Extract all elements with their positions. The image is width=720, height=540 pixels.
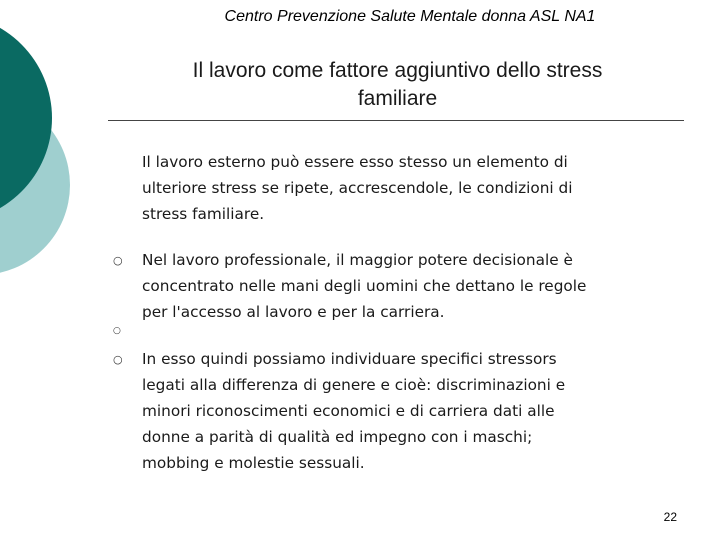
bullet-marker: ○ xyxy=(113,353,123,366)
paragraph-line: stress familiare. xyxy=(142,205,265,223)
paragraph-line: concentrato nelle mani degli uomini che dettano le regole xyxy=(142,277,587,295)
bullet-paragraph xyxy=(142,247,682,325)
paragraph-line: per l'accesso al lavoro e per la carriera. xyxy=(142,303,445,321)
paragraph-line: mobbing e molestie sessuali. xyxy=(142,454,365,472)
bullet-paragraph xyxy=(142,149,682,227)
title-divider xyxy=(108,120,684,121)
slide-title xyxy=(110,57,685,113)
paragraph-line: minori riconoscimenti economici e di carriera dati alle xyxy=(142,402,555,420)
slide-title-line: Il lavoro come fattore aggiuntivo dello stress xyxy=(192,59,603,82)
organization-header: Centro Prevenzione Salute Mentale donna ASL NA1 xyxy=(224,8,596,25)
empty-bullet-marker: ○ xyxy=(113,326,121,336)
paragraph-line: ulteriore stress se ripete, accrescendole, le condizioni di xyxy=(142,179,573,197)
page-number: 22 xyxy=(663,510,677,524)
paragraph-line: In esso quindi possiamo individuare specifici stressors xyxy=(142,350,557,368)
paragraph-line: donne a parità di qualità ed impegno con i maschi; xyxy=(142,428,533,446)
bullet-marker: ○ xyxy=(113,254,123,267)
slide-title-line: familiare xyxy=(357,87,438,110)
paragraph-line: legati alla differenza di genere e cioè: discriminazioni e xyxy=(142,376,566,394)
bullet-paragraph xyxy=(142,346,682,476)
paragraph-line: Nel lavoro professionale, il maggior potere decisionale è xyxy=(142,251,573,269)
decorative-circles xyxy=(0,0,110,300)
paragraph-line: Il lavoro esterno può essere esso stesso un elemento di xyxy=(142,153,568,171)
